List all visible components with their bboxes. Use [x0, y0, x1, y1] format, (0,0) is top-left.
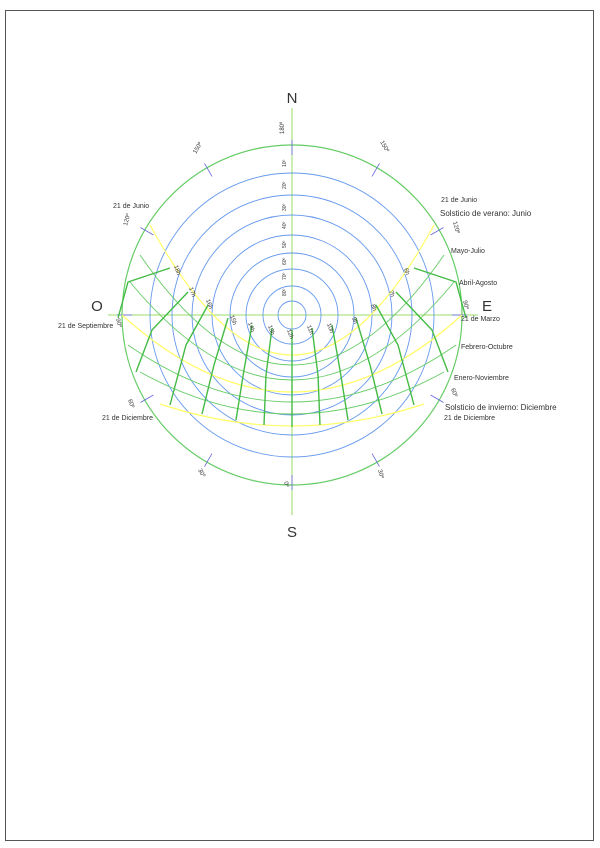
south-label: S — [286, 524, 298, 541]
altitude-label-20: 20º — [282, 181, 288, 189]
left-december-21-label: 21 de Diciembre — [102, 415, 153, 422]
altitude-label-50: 50º — [282, 240, 288, 248]
altitude-label-80: 80º — [282, 288, 288, 296]
feb-oct-label: Febrero-Octubre — [461, 344, 513, 351]
hour-line-8h — [376, 305, 414, 405]
hour-label-15h: 15h — [228, 314, 238, 327]
may-july-label: Mayo-Julio — [451, 248, 485, 255]
summer-solstice-label: Solsticio de verano: Junio — [440, 209, 532, 218]
hour-line-7h — [396, 292, 448, 372]
azimuth-label-60-left: 60º — [126, 398, 135, 410]
left-june-21-label: 21 de Junio — [113, 203, 150, 210]
altitude-label-30: 30º — [282, 203, 288, 211]
azimuth-label-0: 0º — [282, 480, 290, 488]
right-june-21-label: 21 de Junio — [441, 197, 478, 204]
winter-solstice-label: Solsticio de invierno: Diciembre — [445, 403, 557, 412]
hour-label-13h: 13h — [266, 324, 276, 337]
azimuth-label-90-left: 90º — [114, 317, 123, 329]
east-label: E — [481, 298, 493, 315]
azimuth-label-150-right: 150º — [378, 140, 390, 154]
west-label: O — [91, 298, 103, 315]
azimuth-label-30-left: 30º — [196, 468, 206, 479]
hour-label-7h: 7h — [387, 289, 396, 298]
altitude-label-70: 70º — [282, 272, 288, 280]
azimuth-label-30-right: 30º — [376, 468, 385, 480]
hour-line-18h — [118, 268, 170, 318]
hour-label-10h: 10h — [325, 322, 335, 335]
hour-label-11h: 11h — [305, 324, 315, 336]
hour-label-9h: 9h — [350, 316, 359, 325]
altitude-label-10: 10º — [282, 159, 288, 167]
jan-nov-label: Enero-Noviembre — [454, 375, 509, 382]
hour-label-16h: 16h — [204, 298, 214, 311]
hour-line-17h — [136, 292, 188, 372]
hour-label-6h: 6h — [402, 267, 411, 276]
april-august-label: Abril-Agosto — [459, 280, 498, 287]
altitude-label-40: 40º — [282, 221, 288, 229]
north-label: N — [286, 90, 298, 107]
azimuth-label-90-right: 90º — [461, 299, 470, 311]
hour-line-16h — [170, 305, 208, 405]
azimuth-label-180: 180º — [280, 121, 286, 134]
azimuth-label-150-left: 150º — [192, 141, 204, 155]
hour-label-8h: 8h — [369, 303, 378, 312]
hour-label-12h: 12h — [285, 328, 295, 341]
hour-label-14h: 14h — [246, 321, 256, 334]
azimuth-label-60-right: 60º — [449, 387, 458, 399]
axes — [108, 108, 478, 515]
azimuth-label-120-right: 120º — [451, 220, 461, 235]
hour-line-11h — [312, 328, 320, 425]
march-21-label: 21 de Marzo — [461, 316, 500, 323]
altitude-label-60: 60º — [282, 257, 288, 265]
hour-label-18h: 18h — [172, 264, 182, 277]
hour-line-13h — [264, 328, 272, 425]
september-21-label: 21 de Septiembre — [58, 323, 114, 330]
hour-label-17h: 17h — [187, 286, 197, 299]
altitude-labels — [282, 159, 288, 296]
azimuth-label-120-left: 120º — [123, 213, 133, 227]
hour-line-6h — [414, 268, 466, 318]
right-december-21-label: 21 de Diciembre — [444, 415, 495, 422]
hour-labels — [172, 265, 410, 340]
